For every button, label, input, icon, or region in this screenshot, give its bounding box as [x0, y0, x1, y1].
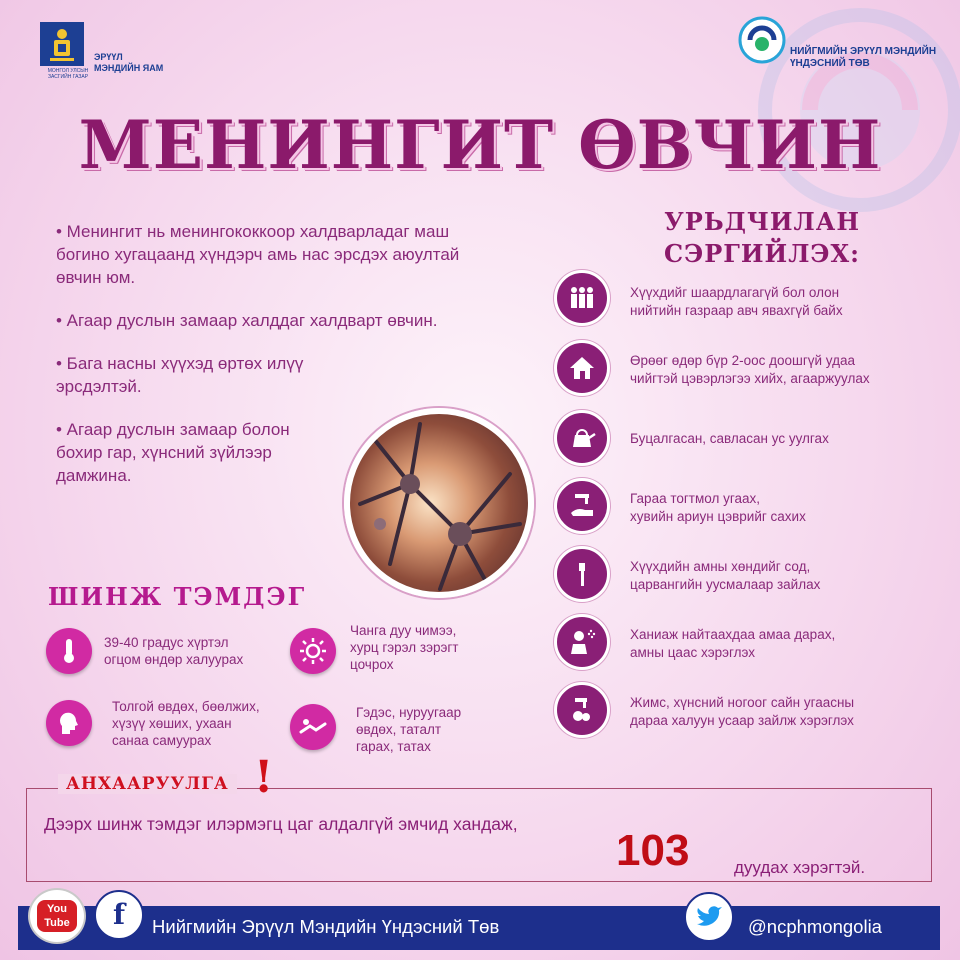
prevention-line: Өрөөг өдөр бүр 2-оос доошгүй удаа	[630, 353, 855, 368]
fact-item: • Агаар дуслын замаар халддаг халдварт өвчин.	[56, 311, 438, 330]
symptom-line: санаа самуурах	[112, 733, 212, 748]
prevention-line: хувийн ариун цэврийг сахих	[630, 509, 806, 524]
prevention-text	[630, 558, 820, 594]
ministry-name	[94, 52, 163, 74]
prevention-line: амны цаас хэрэглэх	[630, 645, 755, 660]
prevention-text	[630, 284, 843, 320]
symptoms-heading: ШИНЖ ТЭМДЭГ	[48, 582, 307, 611]
symptom-line: Гэдэс, нуруугаар	[356, 705, 462, 720]
kettle-icon	[554, 410, 610, 466]
thermometer-icon	[46, 628, 92, 674]
twitter-handle[interactable]: @ncphmongolia	[748, 916, 882, 937]
prevention-line: Жимс, хүнсний ногоог сайн угаасны	[630, 695, 855, 710]
light-sensitivity-icon	[290, 628, 336, 674]
prevention-text	[630, 490, 806, 526]
ncph-logo-icon	[738, 16, 786, 64]
prevention-heading	[620, 206, 860, 270]
emergency-number: 103	[616, 826, 690, 875]
page-title: МЕНИНГИТ ӨВЧИН	[78, 106, 882, 184]
ministry-caption: МОНГОЛ УЛСЫН ЗАСГИЙН ГАЗАР	[47, 68, 89, 80]
prevention-heading-line: СЭРГИЙЛЭХ:	[664, 239, 860, 268]
headache-icon	[46, 700, 92, 746]
fact-item: • Агаар дуслын замаар болон бохир гар, хүнсний зүйлээр дамжина.	[56, 420, 290, 485]
food-wash-icon	[554, 682, 610, 738]
prevention-line: Буцалгасан, савласан ус уулгах	[630, 431, 829, 446]
symptom-line: Толгой өвдөх, бөөлжих,	[112, 699, 260, 714]
ministry-name-line: ЭРҮҮЛ	[94, 52, 123, 62]
symptom-line: цочрох	[350, 657, 394, 672]
handwash-icon	[554, 478, 610, 534]
convulsion-icon	[290, 704, 336, 750]
twitter-icon[interactable]	[684, 892, 734, 942]
youtube-label-line: You	[47, 903, 67, 915]
prevention-line: Хүүхдийг шаардлагагүй бол олон	[630, 285, 840, 300]
prevention-line: царвангийн уусмалаар зайлах	[630, 577, 821, 592]
fact-item: • Бага насны хүүхэд өртөх илүү эрсдэлтэй.	[56, 354, 304, 396]
fact-item: • Менингит нь менингококкоор халдварладаг маш богино хугацаанд хүндэрч амь нас эрсдэх аюултай өвчин юм.	[56, 222, 460, 287]
symptom-line: өвдөх, таталт	[356, 722, 442, 737]
house-icon	[554, 340, 610, 396]
toothbrush-icon	[554, 546, 610, 602]
footer-org-name: Нийгмийн Эрүүл Мэндийн Үндэсний Төв	[152, 916, 500, 937]
symptom-text	[350, 622, 458, 673]
crowd-icon	[554, 270, 610, 326]
attention-text: Дээрх шинж тэмдэг илэрмэгц цаг алдалгүй эмчид хандаж,	[44, 814, 518, 834]
prevention-line: дараа халуун усаар зайлж хэрэглэх	[630, 713, 854, 728]
symptom-line: хүзүү хөших, ухаан	[112, 716, 232, 731]
symptom-line: 39-40 градус хүртэл	[104, 635, 229, 650]
prevention-line: Ханиаж найтаахдаа амаа дарах,	[630, 627, 836, 642]
cough-icon	[554, 614, 610, 670]
youtube-label-line: Tube	[44, 917, 70, 929]
prevention-line: нийтийн газраар авч явахгүй байх	[630, 303, 843, 318]
ministry-name-line: МЭНДИЙН ЯАМ	[94, 63, 164, 73]
symptom-line: гарах, татах	[356, 739, 431, 754]
symptom-line: огцом өндөр халуурах	[104, 652, 244, 667]
prevention-text	[630, 694, 854, 730]
neuron-illustration	[344, 408, 534, 598]
ncph-name-line: НИЙГМИЙН ЭРҮҮЛ МЭНДИЙН	[790, 46, 937, 57]
symptom-text	[112, 698, 260, 749]
symptom-line: Чанга дуу чимээ,	[350, 623, 457, 638]
symptom-line: хурц гэрэл зэрэгт	[350, 640, 459, 655]
ncph-name-line: ҮНДЭСНИЙ ТӨВ	[790, 58, 870, 69]
ministry-emblem-icon	[40, 22, 84, 66]
facebook-icon[interactable]	[94, 890, 144, 940]
prevention-text	[630, 352, 870, 388]
prevention-line: Хүүхдийн амны хөндийг сод,	[630, 559, 811, 574]
prevention-heading-line: УРЬДЧИЛАН	[664, 207, 860, 236]
prevention-line: Гараа тогтмол угаах,	[630, 491, 760, 506]
youtube-icon-label	[37, 900, 77, 932]
exclamation-icon: !	[254, 752, 274, 803]
symptom-text	[356, 704, 461, 755]
ncph-name	[790, 46, 936, 70]
symptom-text	[104, 634, 243, 668]
attention-label: АНХААРУУЛГА	[58, 774, 237, 794]
prevention-text	[630, 626, 835, 662]
prevention-text	[630, 430, 829, 448]
youtube-icon[interactable]	[30, 890, 84, 942]
attention-call-text: дуудах хэрэгтэй.	[734, 858, 866, 877]
prevention-line: чийгтэй цэвэрлэгээ хийх, агааржуулах	[630, 371, 870, 386]
facebook-glyph: f	[112, 898, 126, 931]
